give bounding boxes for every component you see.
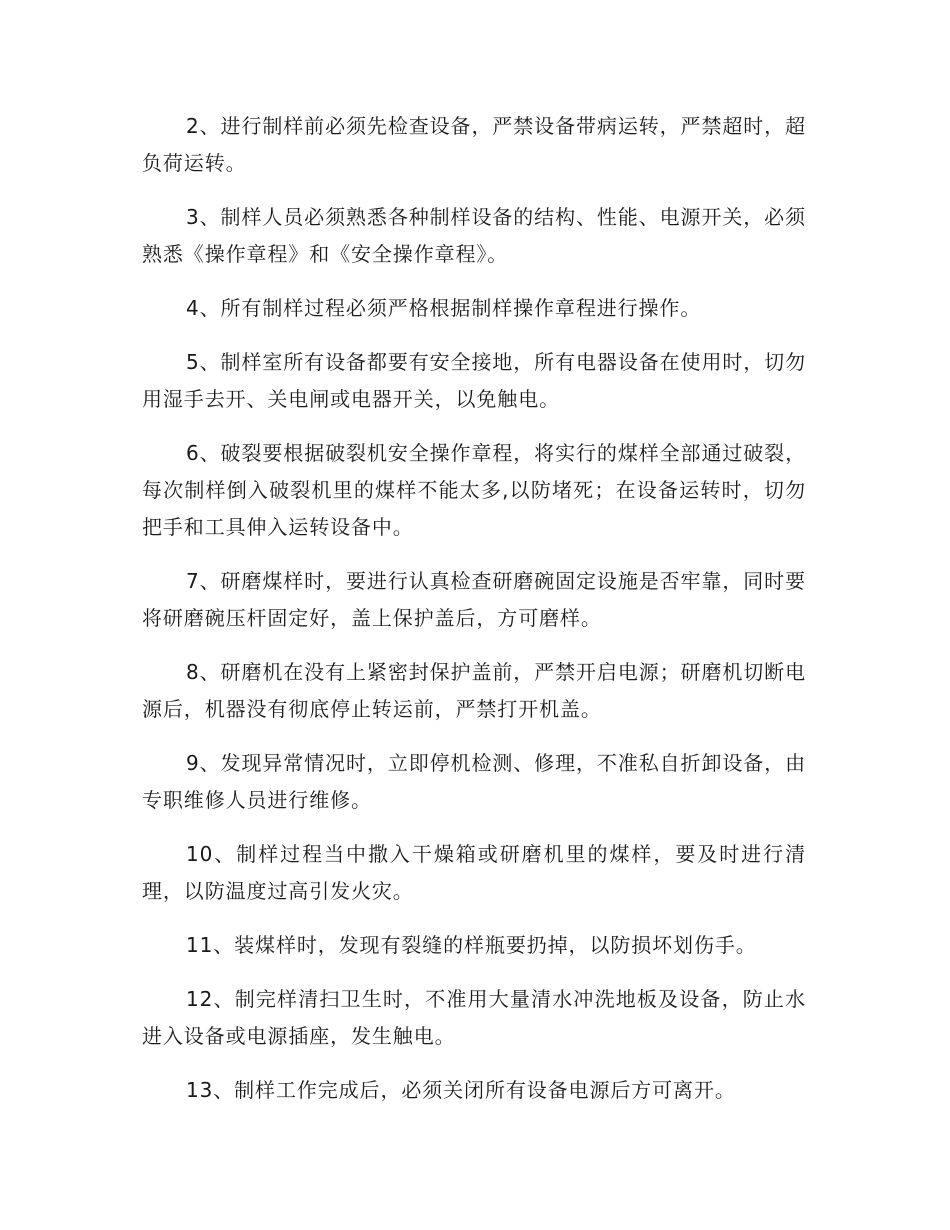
document-body (142, 108, 806, 1126)
paragraph-item-9: 9、发现异常情况时，立即停机检测、修理，不准私自折卸设备，由专职维修人员进行维修。 (142, 751, 806, 812)
paragraph-item-5: 5、制样室所有设备都要有安全接地，所有电器设备在使用时，切勿用湿手去开、关电闸或电器开关，以免触电。 (142, 350, 806, 411)
paragraph-item-8: 8、研磨机在没有上紧密封保护盖前，严禁开启电源；研磨机切断电源后，机器没有彻底停止转运前，严禁打开机盖。 (142, 660, 806, 721)
paragraph-item-6: 6、破裂要根据破裂机安全操作章程，将实行的煤样全部通过破裂，每次制样倒入破裂机里的煤样不能太多,以防堵死；在设备运转时，切勿把手和工具伸入运转设备中。 (142, 441, 806, 539)
paragraph-item-3: 3、制样人员必须熟悉各种制样设备的结构、性能、电源开关，必须熟悉《操作章程》和《安全操作章程》。 (142, 205, 806, 266)
paragraph-item-13: 13、制样工作完成后，必须关闭所有设备电源后方可离开。 (186, 1078, 736, 1102)
paragraph-item-10: 10、制样过程当中撒入干燥箱或研磨机里的煤样，要及时进行清理，以防温度过高引发火灾。 (142, 842, 806, 903)
paragraph-item-2: 2、进行制样前必须先检查设备，严禁设备带病运转，严禁超时，超负荷运转。 (142, 114, 806, 175)
paragraph-item-7: 7、研磨煤样时，要进行认真检查研磨碗固定设施是否牢靠，同时要将研磨碗压杆固定好，盖上保护盖后，方可磨样。 (142, 569, 806, 630)
paragraph-item-4: 4、所有制样过程必须严格根据制样操作章程进行操作。 (186, 296, 702, 320)
paragraph-item-11: 11、装煤样时，发现有裂缝的样瓶要扔掉，以防损坏划伤手。 (186, 933, 757, 957)
paragraph-item-12: 12、制完样清扫卫生时，不准用大量清水冲洗地板及设备，防止水进入设备或电源插座，发生触电。 (142, 987, 806, 1048)
